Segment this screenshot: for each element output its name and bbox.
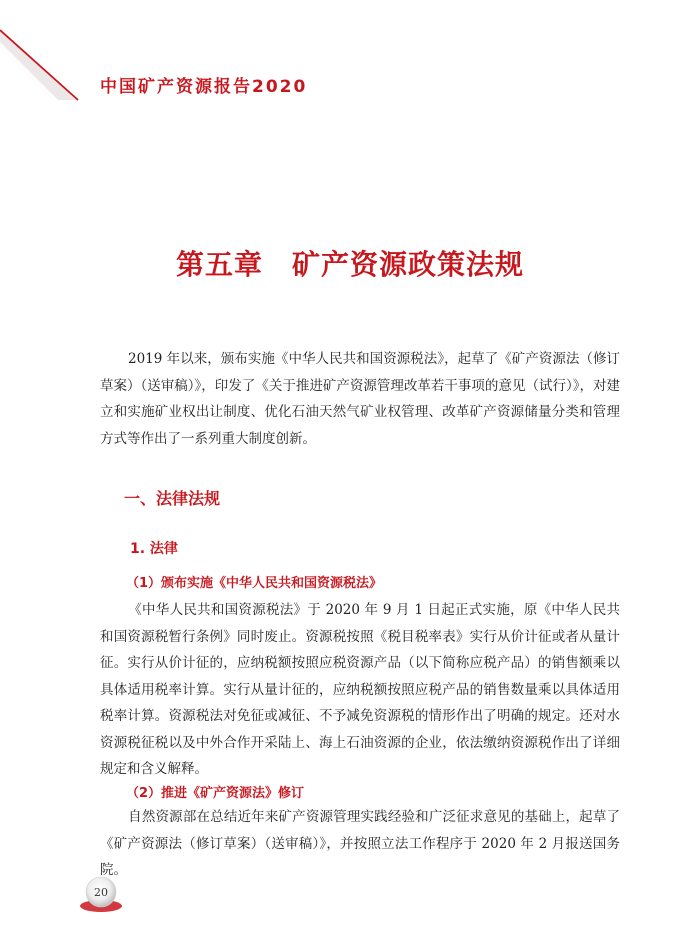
- item-text-2: 自然资源部在总结近年来矿产资源管理实践经验和广泛征求意见的基础上，起草了《矿产资源法（修订草案）（送审稿）》，并按照立法工作程序于 2020 年 2 月报送国务院。: [100, 809, 620, 878]
- item-heading-2: （2）推进《矿产资源法》修订: [126, 786, 305, 801]
- page-number: 20: [94, 886, 108, 899]
- report-title: 中国矿产资源报告2020: [100, 77, 308, 97]
- subsection-heading: 1. 法律: [130, 541, 178, 557]
- item-paragraph-2: [100, 804, 620, 884]
- item-text-1: 《中华人民共和国资源税法》于 2020 年 9 月 1 日起正式实施，原《中华人民共和国资源税暂行条例》同时废止。资源税按照《税目税率表》实行从价计征或者从量计征。实行从价计征的，应纳税额按照应税资源产品（以下简称应税产品）的销售额乘以具体适用税率计算。实行从量计征的，应纳税额按照应税产品的销售数量乘以具体适用税率计算。资源税法对免征或减征、不予减免资源税的情形作出了明确的规定。还对水资源税征税以及中外合作开采陆上、海上石油资源的企业，依法缴纳资源税作出了详细规定和含义解释。: [100, 602, 620, 777]
- header-decoration: [0, 0, 700, 120]
- page-number-badge: [76, 870, 126, 920]
- item-heading-1: （1）颁布实施《中华人民共和国资源税法》: [126, 576, 383, 591]
- section-heading: 一、法律法规: [124, 489, 221, 508]
- intro-paragraph: [100, 346, 620, 452]
- intro-text: 2019 年以来，颁布实施《中华人民共和国资源税法》，起草了《矿产资源法（修订草案）（送审稿）》，印发了《关于推进矿产资源管理改革若干事项的意见（试行）》，对建立和实施矿业权出让制度、优化石油天然气矿业权管理、改革矿产资源储量分类和管理方式等作出了一系列重大制度创新。: [100, 351, 620, 447]
- chapter-title: 第五章 矿产资源政策法规: [175, 248, 524, 281]
- item-paragraph-1: [100, 597, 620, 783]
